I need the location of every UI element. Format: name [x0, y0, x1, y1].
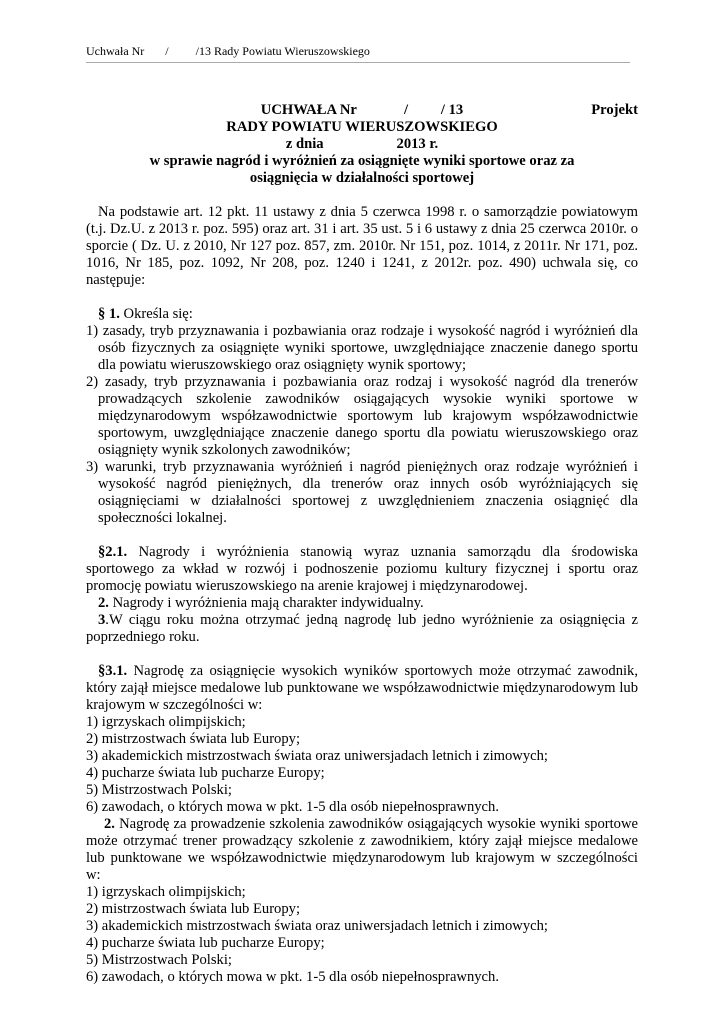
section-3-paragraph-1 — [86, 663, 638, 714]
title-line-1 — [86, 102, 638, 119]
section-3-paragraph-2 — [86, 816, 638, 884]
section-3-p2-label: 2. — [104, 816, 115, 832]
list-item: 3) akademickich mistrzostwach świata oraz uniwersjadach letnich i zimowych; — [86, 748, 548, 764]
list-item: 5) Mistrzostwach Polski; — [86, 782, 232, 798]
section-2-paragraph-3-text: .W ciągu roku można otrzymać jedną nagrodę lub jedno wyróżnienie za osiągnięcia z poprzedniego roku. — [86, 612, 638, 645]
section-2-p3-label: 3 — [98, 612, 106, 628]
section-2-label: §2.1. — [98, 544, 128, 560]
council-name: RADY POWIATU WIERUSZOWSKIEGO — [226, 119, 498, 135]
list-item: 1) igrzyskach olimpijskich; — [86, 714, 246, 730]
list-item: 4) pucharze świata lub pucharze Europy; — [86, 935, 325, 951]
list-item: 3) akademickich mistrzostwach świata oraz uniwersjadach letnich i zimowych; — [86, 918, 548, 934]
resolution-date: z dnia 2013 r. — [285, 136, 439, 152]
section-1-intro-text: Określa się: — [119, 306, 193, 322]
list-item: 1) igrzyskach olimpijskich; — [86, 884, 246, 900]
section-1-item: 2) zasady, tryb przyznawania i pozbawiania oraz rodzaj i wysokość nagród dla trenerów prowadzących szkolenie zawodników osiągających wysokie wyniki sportowe w międzynarodowym współzawodnictwie sportowym lub krajowym współzawodnictwie sportowym, uwzględniające znaczenie danego sportu dla powiatu wieruszowskiego oraz osiągnięty wynik szkolonych zawodników; — [86, 374, 638, 458]
list-item: 5) Mistrzostwach Polski; — [86, 952, 232, 968]
section-2-paragraph-1-text: Nagrody i wyróżnienia stanowią wyraz uznania samorządu dla środowiska sportowego za wkład w rozwój i podnoszenie poziomu kultury fizycznej i sportu oraz promocję powiatu wieruszowskiego na arenie krajowej i międzynarodowej. — [86, 544, 638, 594]
list-item: 6) zawodach, o których mowa w pkt. 1-5 dla osób niepełnosprawnych. — [86, 799, 499, 815]
list-item: 4) pucharze świata lub pucharze Europy; — [86, 765, 325, 781]
section-3-label: §3.1. — [98, 663, 128, 679]
section-1-item: 3) warunki, tryb przyznawania wyróżnień i nagród pieniężnych oraz rodzaje wyróżnień i wysokość nagród pieniężnych, dla trenerów oraz innych osób wyróżniających się osiągnięciami w działalności sportowej z uwzględnieniem znaczenia osiągnięć dla społeczności lokalnej. — [86, 459, 638, 526]
section-2-paragraph-2-text: Nagrody i wyróżnienia mają charakter indywidualny. — [108, 595, 424, 611]
section-2-paragraph-1 — [86, 544, 638, 595]
projekt-label: Projekt — [591, 102, 638, 118]
running-header: Uchwała Nr / /13 Rady Powiatu Wieruszowskiego — [86, 44, 370, 58]
section-2-paragraph-3 — [86, 612, 638, 646]
resolution-subject-line-1: w sprawie nagród i wyróżnień za osiągnięte wyniki sportowe oraz za — [149, 153, 575, 169]
list-item: 2) mistrzostwach świata lub Europy; — [86, 731, 300, 747]
section-1-label: § 1. — [98, 306, 120, 322]
section-2-p2-label: 2. — [98, 595, 109, 611]
section-2-paragraph-2 — [86, 595, 638, 612]
section-3-paragraph-2-text: Nagrodę za prowadzenie szkolenia zawodników osiągających wysokie wyniki sportowe może otrzymać trener prowadzący szkolenie z zawodnikiem, który zajął miejsce medalowe lub punktowane we współzawodnictwie międzynarodowym lub krajowym w szczególności w: — [86, 816, 638, 883]
list-item: 2) mistrzostwach świata lub Europy; — [86, 901, 300, 917]
section-3-paragraph-1-text: Nagrodę za osiągnięcie wysokich wyników sportowych może otrzymać zawodnik, który zajął miejsce medalowe lub punktowane we współzawodnictwie międzynarodowym lub krajowym w szczególności w: — [86, 663, 638, 713]
section-1-item: 1) zasady, tryb przyznawania i pozbawiania oraz rodzaje i wysokość nagród i wyróżnień dla osób fizycznych za osiągnięte wyniki sportowe, uwzględniające znaczenie danego sportu dla powiatu wieruszowskiego oraz osiągnięty wynik sportowy; — [86, 323, 638, 373]
list-item: 6) zawodach, o których mowa w pkt. 1-5 dla osób niepełnosprawnych. — [86, 969, 499, 985]
document-body — [86, 102, 638, 986]
resolution-subject-line-2: osiągnięcia w działalności sportowej — [249, 170, 475, 186]
section-1-intro — [86, 306, 638, 323]
resolution-number: UCHWAŁA Nr / / 13 — [260, 102, 464, 118]
preamble: Na podstawie art. 12 pkt. 11 ustawy z dnia 5 czerwca 1998 r. o samorządzie powiatowym (t.j. Dz.U. z 2013 r. poz. 595) oraz art. 31 i art. 35 ust. 5 i 6 ustawy z dnia 25 czerwca 2010r. o sporcie ( Dz. U. z 2010, Nr 127 poz. 857, zm. 2010r. Nr 151, poz. 1014, z 2011r. Nr 171, poz. 1016, Nr 185, poz. 1092, Nr 208, poz. 1240 i 1241, z 2012r. poz. 490) uchwala się, co następuje: — [86, 204, 638, 288]
header-divider — [86, 62, 630, 63]
